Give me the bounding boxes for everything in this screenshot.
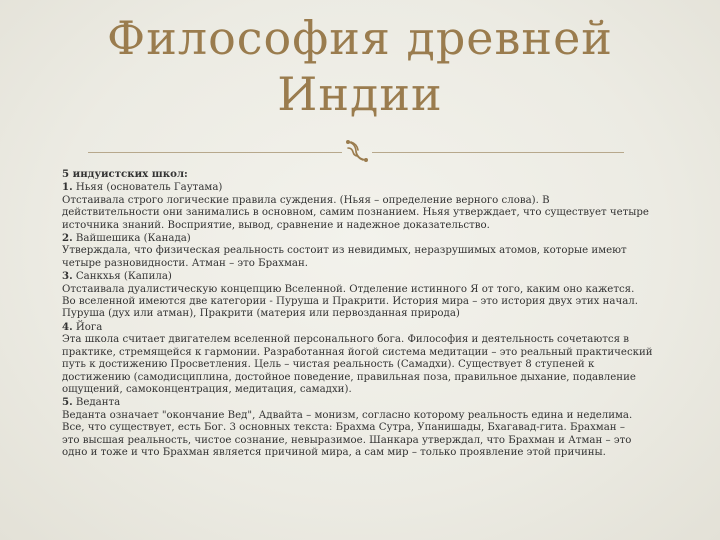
school-text-line: Утверждала, что физическая реальность состоит из невидимых, неразрушимых атомов, которые имеют: [62, 245, 627, 257]
intro-heading: 5 индуистских школ:: [62, 168, 188, 180]
school-text-line: одно и тоже и что Брахман является причиной мира, а сам мир – только проявление этой причины.: [62, 446, 606, 458]
school-text-line: путь к достижению Просветления. Цель – чистая реальность (Самадхи). Существует 8 ступеней к: [62, 359, 595, 371]
school-text-line: Веданта означает "окончание Вед", Адвайта – монизм, согласно которому реальность едина и неделима.: [62, 409, 633, 421]
school-text-line: действительности они занимались в основном, самим познанием. Ньяя утверждает, что существует четыре: [62, 207, 649, 219]
divider-right: [372, 152, 624, 153]
slide-title: [0, 10, 720, 122]
school-text-line: Пуруша (дух или атман), Пракрити (материя или первозданная природа): [62, 308, 460, 320]
school-text-line: Во вселенной имеются две категории - Пуруша и Пракрити. История мира – это история двух этих начал.: [62, 296, 638, 308]
school-text-line: это высшая реальность, чистое сознание, невыразимое. Шанкара утверждал, что Брахман и Атман – это: [62, 434, 632, 446]
school-text-line: источника знаний. Восприятие, вывод, сравнение и надежное доказательство.: [62, 219, 490, 231]
school-text-line: достижению (самодисциплина, достойное поведение, правильная поза, правильное дыхание, подавление: [62, 371, 636, 383]
ornamental-scroll-icon: [344, 138, 370, 164]
school-heading: 1. Ньяя (основатель Гаутама): [62, 181, 223, 194]
slide-body: [62, 168, 664, 459]
title-line-1: Философия древней: [107, 11, 613, 65]
school-heading: 4. Йога: [62, 320, 103, 333]
school-text-line: Эта школа считает двигателем вселенной персонального бога. Философия и деятельность сочетаются в: [62, 334, 629, 346]
school-text-line: Все, что существует, есть Бог. 3 основных текста: Брахма Сутра, Упанишады, Бхагавад-гита. Брахман –: [62, 422, 625, 434]
school-text-line: четыре разновидности. Атман – это Брахман.: [62, 257, 308, 269]
school-text-line: ощущений, самоконцентрация, медитация, самадхи).: [62, 383, 352, 395]
school-text-line: Отстаивала строго логические правила суждения. (Ньяя – определение верного слова). В: [62, 194, 550, 206]
divider-left: [88, 152, 342, 153]
school-text-line: Отстаивала дуалистическую концепцию Вселенной. Отделение истинного Я от того, каким оно кажется.: [62, 283, 635, 295]
school-heading: 5. Веданта: [62, 396, 121, 409]
school-heading: 3. Санкхья (Капила): [62, 270, 172, 283]
school-text-line: практике, стремящейся к гармонии. Разработанная йогой система медитации – это реальный практический: [62, 346, 653, 358]
title-line-2: Индии: [277, 67, 443, 121]
school-heading: 2. Вайшешика (Канада): [62, 232, 191, 245]
